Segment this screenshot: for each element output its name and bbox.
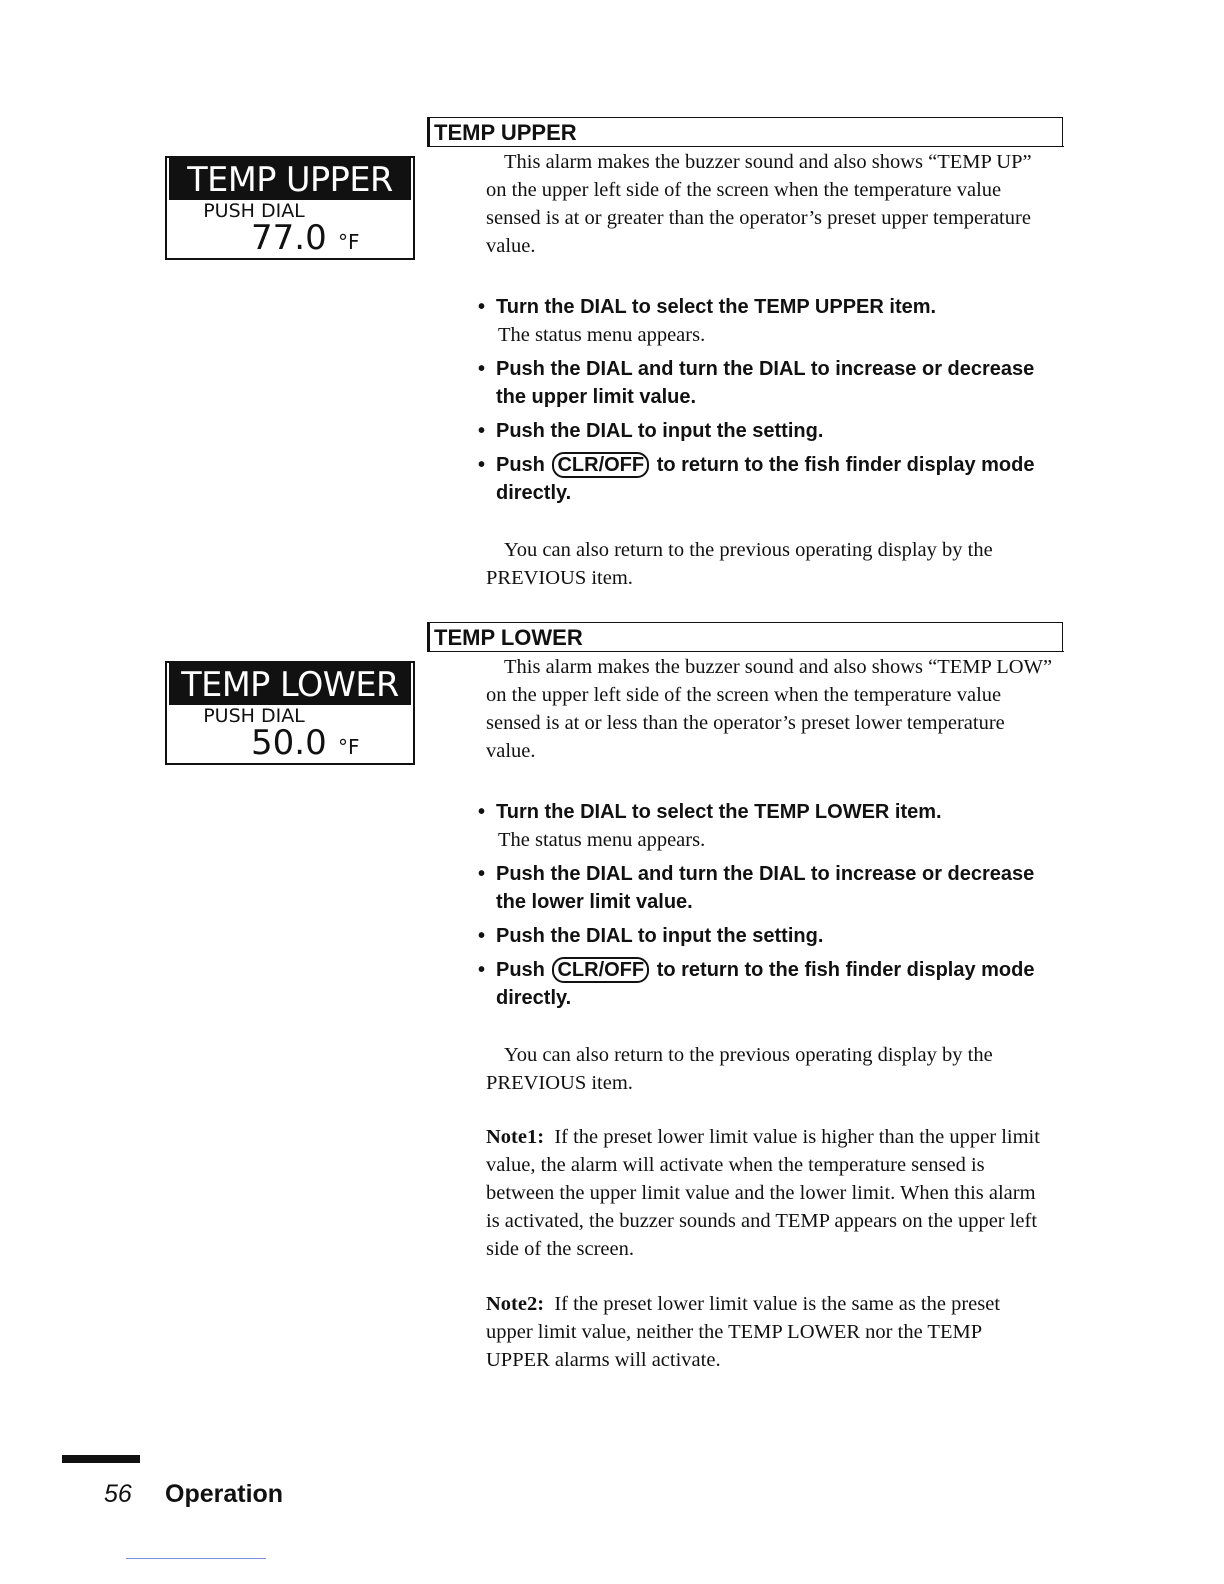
footer-rule	[62, 1455, 140, 1463]
temp-upper-display	[165, 156, 415, 260]
section-title: Operation	[165, 1480, 284, 1508]
section-heading-temp-upper: TEMP UPPER	[427, 117, 1063, 146]
note-1: Note1: If the preset lower limit value is higher than the upper limit value, the alarm will activate when the temperature sensed is between the upper limit value and the lower limit. When this alarm is activated, the buzzer sounds and TEMP appears on the upper left side of the screen.	[486, 1126, 1040, 1260]
temp-upper-step-2: • Push the DIAL and turn the DIAL to increase or decrease the upper limit value.	[478, 358, 1035, 408]
note-2: Note2: If the preset lower limit value is the same as the preset upper limit value, neither the TEMP LOWER nor the TEMP UPPER alarms will activate.	[486, 1293, 1001, 1371]
temp-upper-step-3: • Push the DIAL to input the setting.	[478, 420, 824, 442]
section-heading-temp-lower: TEMP LOWER	[427, 622, 1063, 651]
display-title: TEMP UPPER	[169, 158, 411, 200]
step-note: The status menu appears.	[498, 324, 706, 346]
temp-lower-step-1: • Turn the DIAL to select the TEMP LOWER item. The status menu appears.	[478, 798, 1068, 854]
clr-off-key: CLR/OFF	[552, 957, 649, 983]
temp-upper-step-4: • Push CLR/OFF to return to the fish finder display mode directly.	[478, 454, 1035, 504]
display-title: TEMP LOWER	[169, 663, 411, 705]
display-value: 77.0	[251, 218, 327, 258]
note-label: Note2:	[486, 1293, 545, 1315]
temp-lower-step-4: • Push CLR/OFF to return to the fish finder display mode directly.	[478, 959, 1035, 1009]
display-value: 50.0	[251, 723, 327, 763]
display-subtitle: PUSH DIAL	[203, 705, 305, 727]
temp-lower-intro: This alarm makes the buzzer sound and also shows “TEMP LOW” on the upper left side of the screen when the temperature value sensed is at or less than the operator’s preset lower temperature value.	[486, 656, 1053, 762]
display-value-row	[167, 218, 413, 258]
display-value-row	[167, 723, 413, 763]
temp-upper-step-1: • Turn the DIAL to select the TEMP UPPER item. The status menu appears.	[478, 293, 1068, 349]
display-subtitle: PUSH DIAL	[203, 200, 305, 222]
step-note: The status menu appears.	[498, 829, 706, 851]
clr-off-key: CLR/OFF	[552, 452, 649, 478]
temp-lower-step-3: • Push the DIAL to input the setting.	[478, 925, 824, 947]
display-unit: °F	[338, 230, 360, 254]
temp-upper-outro: You can also return to the previous operating display by the PREVIOUS item.	[486, 539, 993, 589]
temp-lower-display	[165, 661, 415, 765]
note-label: Note1:	[486, 1126, 545, 1148]
footer-underline	[126, 1558, 266, 1559]
temp-upper-intro: This alarm makes the buzzer sound and also shows “TEMP UP” on the upper left side of the screen when the temperature value sensed is at or greater than the operator’s preset upper temperature value.	[486, 151, 1032, 257]
temp-lower-step-2: • Push the DIAL and turn the DIAL to increase or decrease the lower limit value.	[478, 863, 1035, 913]
display-unit: °F	[338, 735, 360, 759]
page-number: 56	[104, 1480, 132, 1508]
temp-lower-outro: You can also return to the previous operating display by the PREVIOUS item.	[486, 1044, 993, 1094]
